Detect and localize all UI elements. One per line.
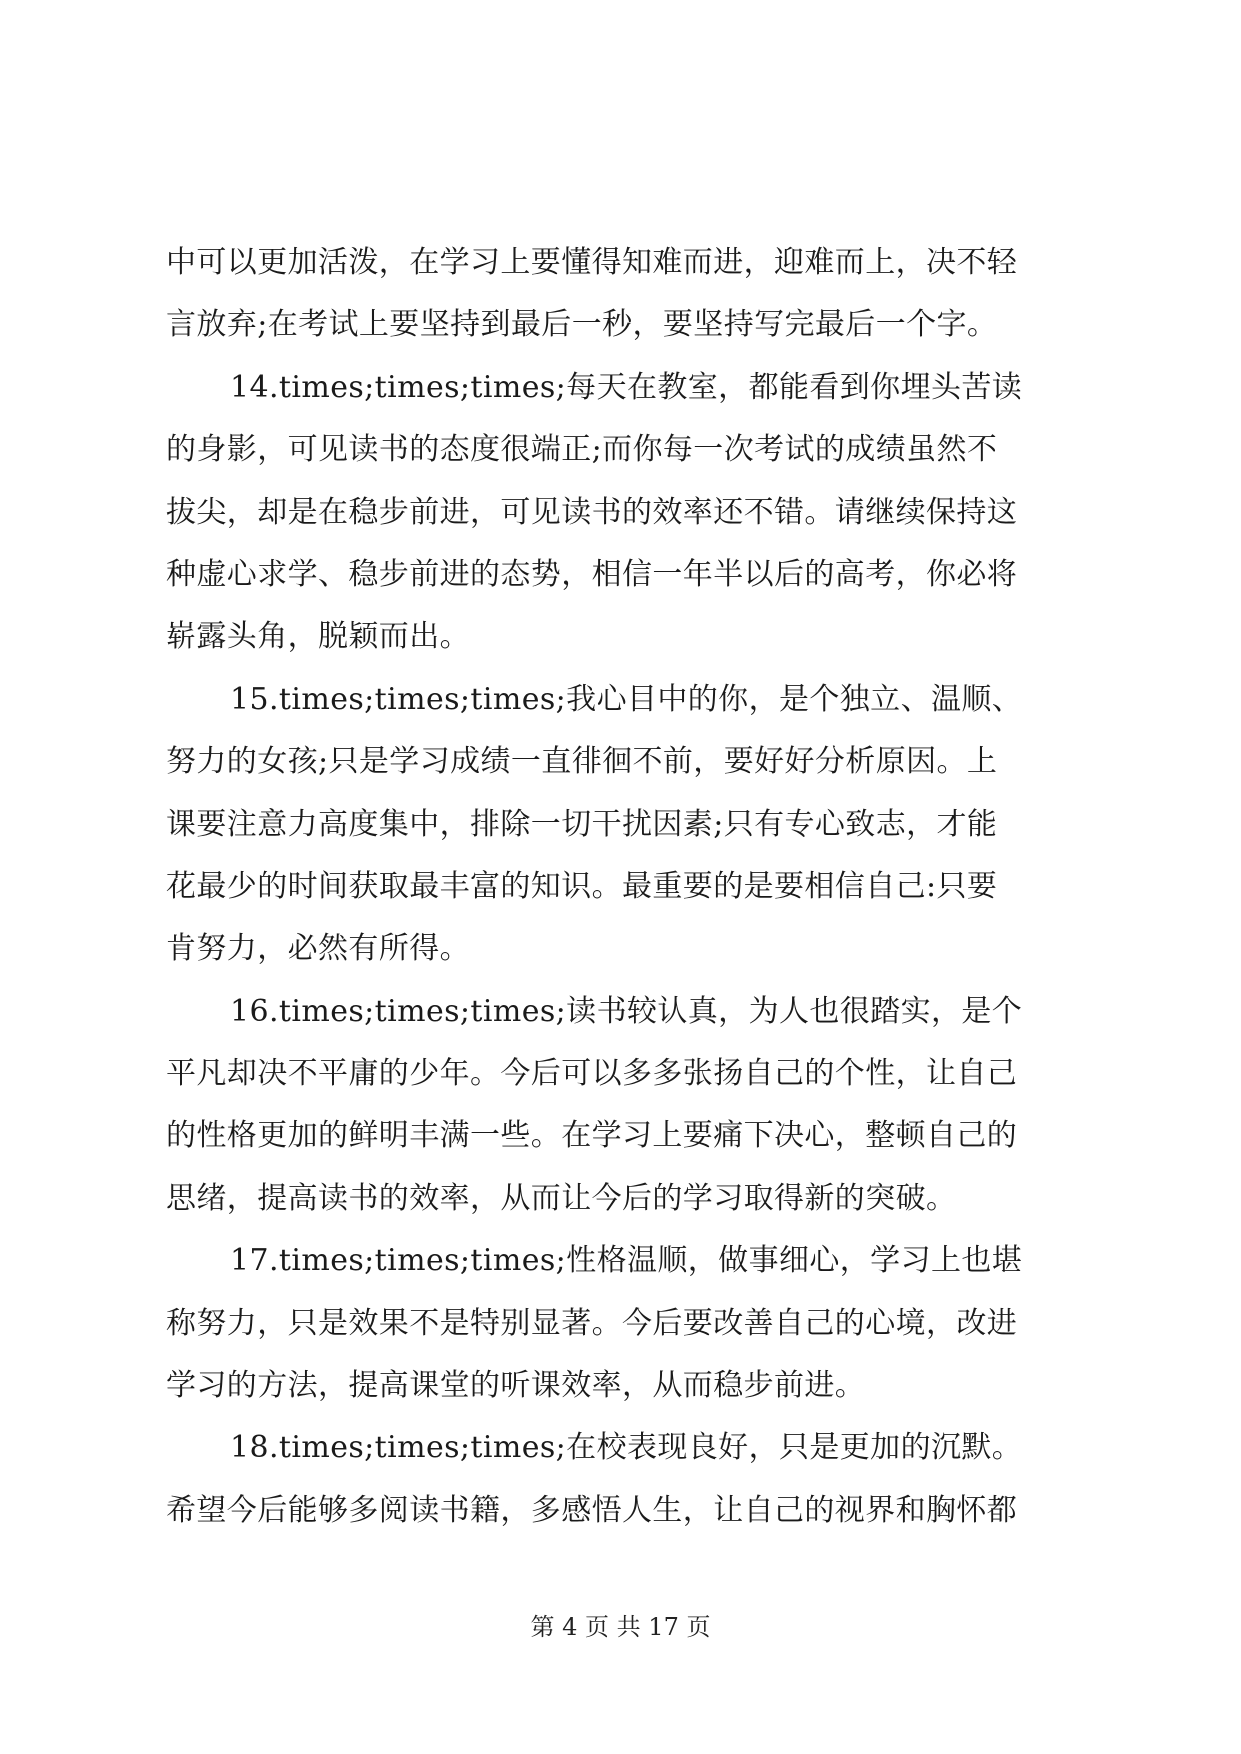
paragraph-start-18: 18.times;times;times;在校表现良好，只是更加的沉默。 <box>230 1430 1023 1466</box>
text-line: 努力的女孩;只是学习成绩一直徘徊不前，要好好分析原因。上 <box>166 744 998 780</box>
text-line: 平凡却决不平庸的少年。今后可以多多张扬自己的个性，让自己 <box>166 1056 1018 1092</box>
text-line: 言放弃;在考试上要坚持到最后一秒，要坚持写完最后一个字。 <box>166 307 998 343</box>
text-line: 种虚心求学、稳步前进的态势，相信一年半以后的高考，你必将 <box>166 556 1018 592</box>
text-line: 拔尖，却是在稳步前进，可见读书的效率还不错。请继续保持这 <box>166 494 1018 530</box>
paragraph-start-17: 17.times;times;times;性格温顺，做事细心，学习上也堪 <box>230 1243 1023 1279</box>
text-line: 的性格更加的鲜明丰满一些。在学习上要痛下决心，整顿自己的 <box>166 1118 1018 1154</box>
paragraph-start-15: 15.times;times;times;我心目中的你，是个独立、温顺、 <box>230 681 1023 717</box>
text-line: 花最少的时间获取最丰富的知识。最重要的是要相信自己:只要 <box>166 868 998 904</box>
text-line: 学习的方法，提高课堂的听课效率，从而稳步前进。 <box>166 1368 866 1404</box>
paragraph-start-14: 14.times;times;times;每天在教室，都能看到你埋头苦读 <box>230 369 1023 405</box>
text-line: 的身影，可见读书的态度很端正;而你每一次考试的成绩虽然不 <box>166 432 998 468</box>
text-line: 称努力，只是效果不是特别显著。今后要改善自己的心境，改进 <box>166 1305 1018 1341</box>
page-number-footer: 第 4 页 共 17 页 <box>530 1613 711 1641</box>
text-line: 中可以更加活泼，在学习上要懂得知难而进，迎难而上，决不轻 <box>166 245 1018 280</box>
text-line: 肯努力，必然有所得。 <box>166 931 470 967</box>
paragraph-start-16: 16.times;times;times;读书较认真，为人也很踏实，是个 <box>230 993 1023 1029</box>
text-line: 希望今后能够多阅读书籍，多感悟人生，让自己的视界和胸怀都 <box>166 1492 1018 1528</box>
text-line: 课要注意力高度集中，排除一切干扰因素;只有专心致志，才能 <box>166 806 998 842</box>
body-text <box>166 232 1086 1542</box>
text-line: 思绪，提高读书的效率，从而让今后的学习取得新的突破。 <box>166 1180 957 1216</box>
text-line: 崭露头角，脱颖而出。 <box>166 619 470 655</box>
